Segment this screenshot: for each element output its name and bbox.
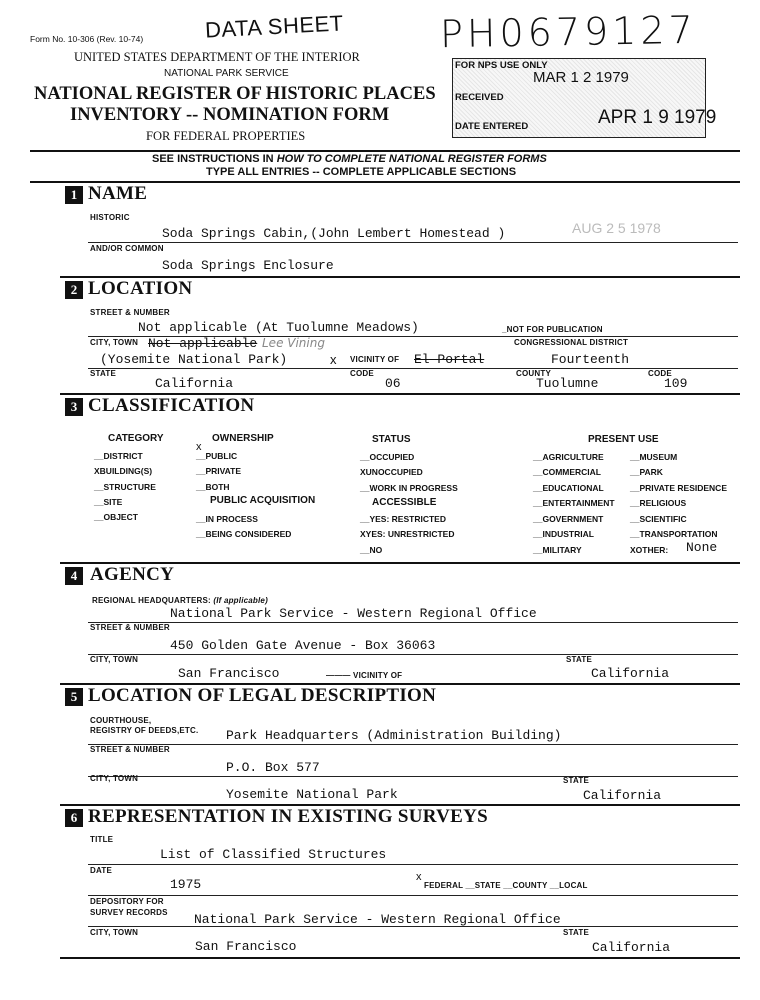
use-government: __GOVERNMENT: [533, 514, 604, 524]
handwritten-id: PH0679127: [439, 7, 698, 57]
survey-city-value: San Francisco: [195, 939, 297, 954]
agency-street-rule: [88, 654, 738, 655]
survey-state-label: STATE: [563, 928, 590, 937]
received-date: MAR 1 2 1979: [533, 69, 629, 86]
hq-label-note: (If applicable): [213, 596, 268, 605]
category-object: __OBJECT: [94, 512, 138, 522]
legal-street-label: STREET & NUMBER: [90, 745, 170, 754]
survey-state-value: California: [592, 940, 671, 955]
status-unoccupied: XUNOCCUPIED: [360, 467, 423, 477]
street-value: Not applicable (At Tuolumne Meadows): [138, 320, 419, 335]
section-4-title: AGENCY: [90, 564, 175, 585]
hq-rule: [88, 622, 738, 623]
date-entered-label: DATE ENTERED: [455, 121, 529, 132]
acquisition-in-process: __IN PROCESS: [196, 514, 258, 524]
entered-date: APR 1 9 1979: [598, 107, 717, 128]
survey-title-rule: [88, 864, 738, 865]
county-label: COUNTY: [516, 369, 551, 378]
section-5-number: 5: [65, 688, 83, 706]
status-work-in-progress: __WORK IN PROGRESS: [360, 483, 458, 493]
use-other: XOTHER:: [630, 545, 669, 555]
acquisition-being-considered: __BEING CONSIDERED: [196, 529, 292, 539]
section-2-title: LOCATION: [88, 278, 193, 299]
accessible-unrestricted: XYES: UNRESTRICTED: [360, 529, 455, 539]
common-label: AND/OR COMMON: [90, 244, 164, 253]
not-for-publication: _NOT FOR PUBLICATION: [502, 325, 603, 334]
depository-rule: [88, 926, 738, 927]
hq-value: National Park Service - Western Regional Office: [170, 606, 537, 621]
status-heading: STATUS: [372, 434, 411, 445]
section-1-number: 1: [65, 186, 83, 204]
use-industrial: __INDUSTRIAL: [533, 529, 594, 539]
courthouse-label-2: REGISTRY OF DEEDS,ETC.: [90, 726, 199, 735]
agency-vicinity-label: ——— VICINITY OF: [326, 671, 403, 680]
section-2-number: 2: [65, 281, 83, 299]
ownership-both: __BOTH: [196, 482, 230, 492]
legal-state-value: California: [583, 788, 662, 803]
section-3-title: CLASSIFICATION: [88, 395, 255, 416]
instructions-text: SEE INSTRUCTIONS IN: [152, 153, 277, 165]
city-value: (Yosemite National Park): [100, 352, 288, 367]
city-label: CITY, TOWN: [90, 338, 139, 347]
depository-value: National Park Service - Western Regional Office: [194, 912, 561, 927]
accessible-heading: ACCESSIBLE: [372, 497, 437, 508]
state-code-label: CODE: [350, 369, 374, 378]
depository-label-2: SURVEY RECORDS: [90, 908, 168, 917]
county-code-value: 109: [664, 376, 688, 391]
form-title-line1: NATIONAL REGISTER OF HISTORIC PLACES: [34, 84, 436, 104]
agency-state-value: California: [591, 666, 670, 681]
received-label: RECEIVED: [455, 92, 504, 103]
use-museum: __MUSEUM: [630, 452, 678, 462]
data-sheet-stamp: DATA SHEET: [204, 10, 345, 43]
vicinity-struck: El Portal: [414, 352, 485, 367]
section-6-end-rule: [60, 957, 740, 959]
legal-city-label: CITY, TOWN: [90, 774, 139, 783]
state-code-value: 06: [385, 376, 401, 391]
instructions-emphasis: HOW TO COMPLETE NATIONAL REGISTER FORMS: [276, 153, 547, 165]
legal-state-label: STATE: [563, 776, 590, 785]
survey-date-rule: [88, 895, 738, 896]
hq-label-text: REGIONAL HEADQUARTERS:: [92, 596, 211, 605]
status-occupied: __OCCUPIED: [360, 452, 415, 462]
section-5-title: LOCATION OF LEGAL DESCRIPTION: [88, 685, 437, 706]
courthouse-label-1: COURTHOUSE,: [90, 716, 152, 725]
form-title-line2: INVENTORY -- NOMINATION FORM: [70, 105, 390, 125]
use-other-value: None: [686, 540, 718, 555]
form-subtitle: FOR FEDERAL PROPERTIES: [146, 129, 306, 143]
category-site: __SITE: [94, 497, 123, 507]
section-6-title: REPRESENTATION IN EXISTING SURVEYS: [88, 806, 489, 827]
district-value: Fourteenth: [551, 352, 630, 367]
received-stamp-date: AUG 2 5 1978: [572, 220, 661, 236]
common-name: Soda Springs Enclosure: [162, 258, 334, 273]
survey-levels: FEDERAL __STATE __COUNTY __LOCAL: [424, 881, 588, 890]
nps-use-box: [452, 58, 717, 138]
instructions-line2: TYPE ALL ENTRIES -- COMPLETE APPLICABLE SECTIONS: [206, 166, 517, 178]
section-1-title: NAME: [88, 183, 148, 204]
legal-street-value: P.O. Box 577: [226, 760, 320, 775]
department-name: UNITED STATES DEPARTMENT OF THE INTERIOR: [74, 50, 360, 64]
section-6-number: 6: [65, 809, 83, 827]
header-rule: [30, 150, 740, 152]
historic-rule: [88, 242, 738, 243]
category-district: __DISTRICT: [94, 451, 143, 461]
survey-city-label: CITY, TOWN: [90, 928, 139, 937]
instructions-line1: [152, 153, 547, 165]
state-value: California: [155, 376, 234, 391]
use-scientific: __SCIENTIFIC: [630, 514, 687, 524]
city-rule: [88, 368, 738, 369]
vicinity-mark: x: [330, 352, 337, 367]
section-4-number: 4: [65, 567, 83, 585]
use-park: __PARK: [630, 467, 663, 477]
use-military: __MILITARY: [533, 545, 582, 555]
agency-street-value: 450 Golden Gate Avenue - Box 36063: [170, 638, 436, 653]
historic-name: Soda Springs Cabin,(John Lembert Homestead ): [162, 226, 506, 241]
courthouse-value: Park Headquarters (Administration Building): [226, 728, 562, 743]
survey-date-value: 1975: [170, 877, 202, 892]
category-structure: __STRUCTURE: [94, 482, 156, 492]
survey-title-value: List of Classified Structures: [160, 847, 387, 862]
agency-state-label: STATE: [566, 655, 593, 664]
acquisition-heading: PUBLIC ACQUISITION: [210, 495, 316, 506]
ownership-heading: OWNERSHIP: [212, 433, 274, 444]
county-value: Tuolumne: [536, 376, 599, 391]
street-label: STREET & NUMBER: [90, 308, 170, 317]
accessible-no: __NO: [360, 545, 383, 555]
survey-title-label: TITLE: [90, 835, 114, 844]
courthouse-rule: [88, 744, 738, 745]
use-educational: __EDUCATIONAL: [533, 483, 604, 493]
ownership-public: __PUBLIC: [196, 451, 238, 461]
agency-vicinity-text: VICINITY OF: [353, 671, 403, 680]
agency-city-value: San Francisco: [178, 666, 280, 681]
federal-mark: x: [416, 871, 422, 883]
section-3-number: 3: [65, 398, 83, 416]
use-commercial: __COMMERCIAL: [533, 467, 602, 477]
county-code-label: CODE: [648, 369, 672, 378]
hq-label: [92, 596, 268, 605]
form-number: Form No. 10-306 (Rev. 10-74): [30, 34, 144, 44]
category-building: XBUILDING(S): [94, 466, 153, 476]
service-name: NATIONAL PARK SERVICE: [164, 68, 289, 79]
city-handwritten: Lee Vining: [262, 336, 325, 350]
use-agriculture: __AGRICULTURE: [533, 452, 604, 462]
survey-date-label: DATE: [90, 866, 112, 875]
nps-use-label: FOR NPS USE ONLY: [455, 60, 548, 71]
depository-label-1: DEPOSITORY FOR: [90, 897, 164, 906]
accessible-restricted: __YES: RESTRICTED: [360, 514, 446, 524]
use-transportation: __TRANSPORTATION: [630, 529, 718, 539]
use-entertainment: __ENTERTAINMENT: [533, 498, 615, 508]
district-label: CONGRESSIONAL DISTRICT: [514, 338, 629, 347]
vicinity-label: VICINITY OF: [350, 355, 400, 364]
use-private-residence: __PRIVATE RESIDENCE: [630, 483, 727, 493]
agency-city-label: CITY, TOWN: [90, 655, 139, 664]
legal-city-value: Yosemite National Park: [226, 787, 398, 802]
ownership-mark: x: [196, 441, 202, 453]
agency-street-label: STREET & NUMBER: [90, 623, 170, 632]
present-use-heading: PRESENT USE: [588, 434, 659, 445]
ownership-private: __PRIVATE: [196, 466, 242, 476]
legal-street-rule: [88, 776, 738, 777]
city-struck: Not applicable: [148, 336, 258, 351]
category-heading: CATEGORY: [108, 433, 164, 444]
use-religious: __RELIGIOUS: [630, 498, 687, 508]
state-label: STATE: [90, 369, 117, 378]
historic-label: HISTORIC: [90, 213, 130, 222]
